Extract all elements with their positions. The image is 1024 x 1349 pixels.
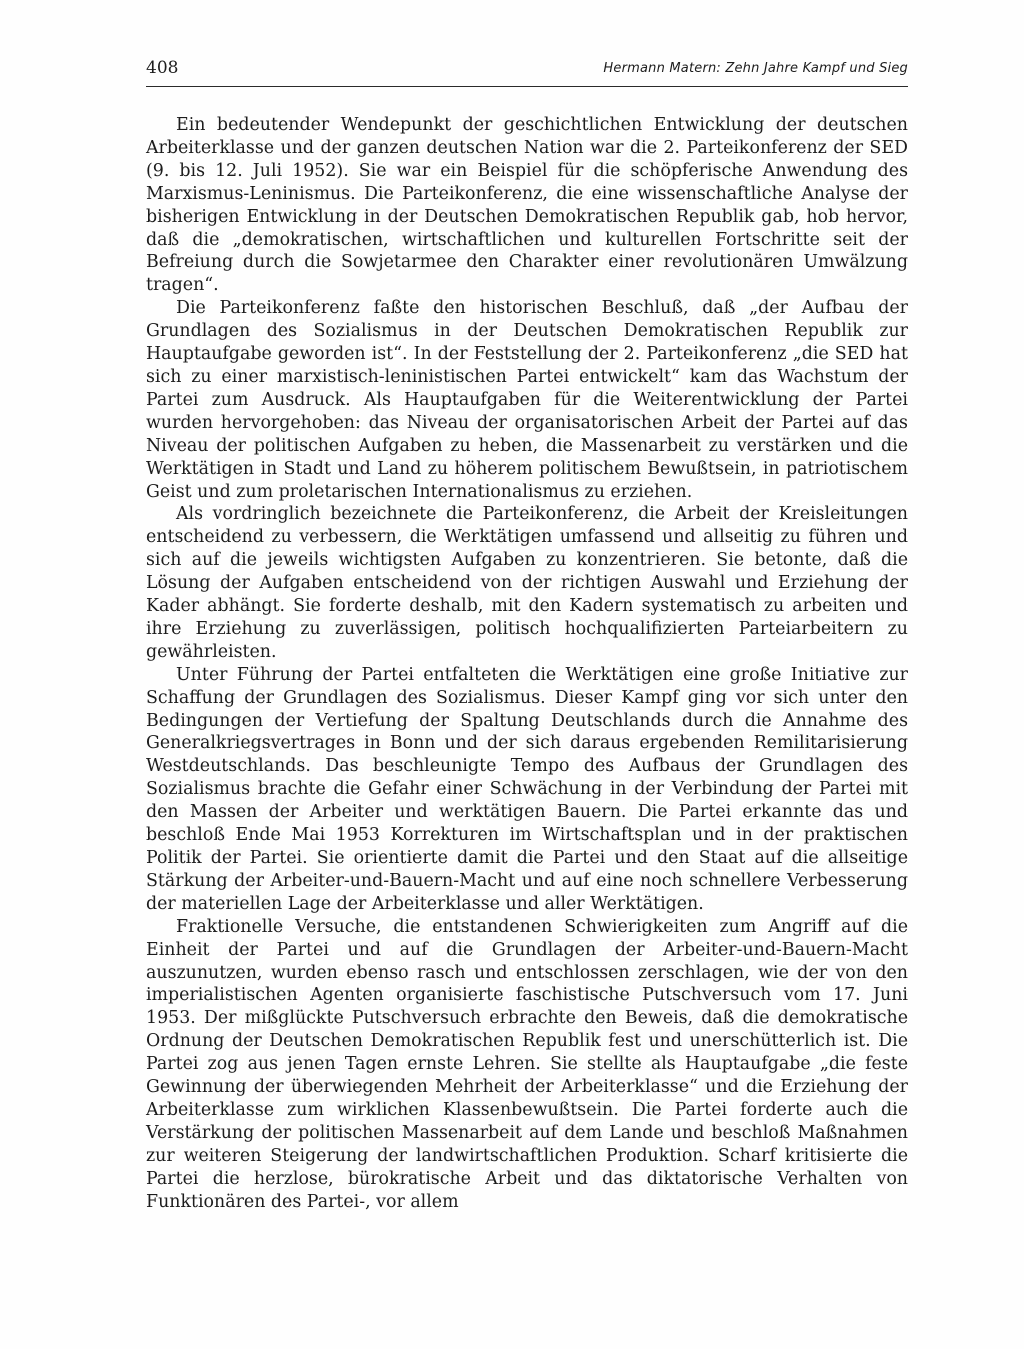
paragraph: Als vordringlich bezeichnete die Parteikonferenz, die Arbeit der Kreisleitungen entscheidend zu verbessern, die Werktätigen umfassend und allseitig zu führen und sich auf die jeweils wichtigsten Aufgaben zu konzentrieren. Sie betonte, daß die Lösung der Aufgaben entscheidend von der richtigen Auswahl und Erziehung der Kader abhängt. Sie forderte deshalb, mit den Kadern systematisch zu arbeiten und ihre Erziehung zu zuverlässigen, politisch hochqualifizierten Parteiarbeitern zu gewährleisten. <box>146 504 908 662</box>
page-number: 408 <box>146 58 179 78</box>
paragraph: Die Parteikonferenz faßte den historischen Beschluß, daß „der Aufbau der Grundlagen des Sozialismus in der Deutschen Demokratischen Republik zur Hauptaufgabe geworden ist“. In der Feststellung der 2. Parteikonferenz „die SED hat sich zu einer marxistisch-leninistischen Partei entwickelt“ kam das Wachstum der Partei zum Ausdruck. Als Hauptaufgaben für die Weiterentwicklung der Partei wurden hervorgehoben: das Niveau der organisatorischen Arbeit der Partei auf das Niveau der politischen Aufgaben zu heben, die Massenarbeit zu verstärken und die Werktätigen in Stadt und Land zu höherem politischem Bewußtsein, in patriotischem Geist und zum proletarischen Internationalismus zu erziehen. <box>146 298 908 502</box>
body-text <box>146 114 908 1214</box>
paragraph: Ein bedeutender Wendepunkt der geschichtlichen Entwicklung der deutschen Arbeiterklasse und der ganzen deutschen Nation war die 2. Parteikonferenz der SED (9. bis 12. Juli 1952). Sie war ein Beispiel für die schöpferische Anwendung des Marxismus-Leninismus. Die Parteikonferenz, die eine wissenschaftliche Analyse der bisherigen Entwicklung in der Deutschen Demokratischen Republik gab, hob hervor, daß die „demokratischen, wirtschaftlichen und kulturellen Fortschritte seit der Befreiung durch die Sowjetarmee den Charakter einer revolutionären Umwälzung tragen“. <box>146 115 908 296</box>
paragraph: Unter Führung der Partei entfalteten die Werktätigen eine große Initiative zur Schaffung der Grundlagen des Sozialismus. Dieser Kampf ging vor sich unter den Bedingungen der Vertiefung der Spaltung Deutschlands durch die Annahme des Generalkriegsvertrages in Bonn und der sich daraus ergebenden Remilitarisierung Westdeutschlands. Das beschleunigte Tempo des Aufbaus der Grundlagen des Sozialismus brachte die Gefahr einer Schwächung in der Verbindung der Partei mit den Massen der Arbeiter und werktätigen Bauern. Die Partei erkannte das und beschloß Ende Mai 1953 Korrekturen im Wirtschaftsplan und in der praktischen Politik der Partei. Sie orientierte damit die Partei und den Staat auf die allseitige Stärkung der Arbeiter-und-Bauern-Macht und auf eine noch schnellere Verbesserung der materiellen Lage der Arbeiterklasse und aller Werktätigen. <box>146 664 908 914</box>
paragraph: Fraktionelle Versuche, die entstandenen Schwierigkeiten zum Angriff auf die Einheit der Partei und auf die Grundlagen der Arbeiter-und-Bauern-Macht auszunutzen, wurden ebenso rasch und entschlossen zerschlagen, wie der von den imperialistischen Agenten organisierte faschistische Putschversuch vom 17. Juni 1953. Der mißglückte Putschversuch erbrachte den Beweis, daß die demokratische Ordnung der Deutschen Demokratischen Republik fest und unerschütterlich ist. Die Partei zog aus jenen Tagen ernste Lehren. Sie stellte als Hauptaufgabe „die feste Gewinnung der überwiegenden Mehrheit der Arbeiterklasse“ und die Erziehung der Arbeiterklasse zum wirklichen Klassenbewußtsein. Die Partei forderte auch die Verstärkung der politischen Massenarbeit auf dem Lande und beschloß Maßnahmen zur weiteren Steigerung der landwirtschaftlichen Produktion. Scharf kritisierte die Partei die herzlose, bürokratische Arbeit und das diktatorische Verhalten von Funktionären des Partei-, vor allem <box>146 916 908 1212</box>
page-header <box>146 56 908 87</box>
running-head: Hermann Matern: Zehn Jahre Kampf und Sieg <box>603 61 908 76</box>
